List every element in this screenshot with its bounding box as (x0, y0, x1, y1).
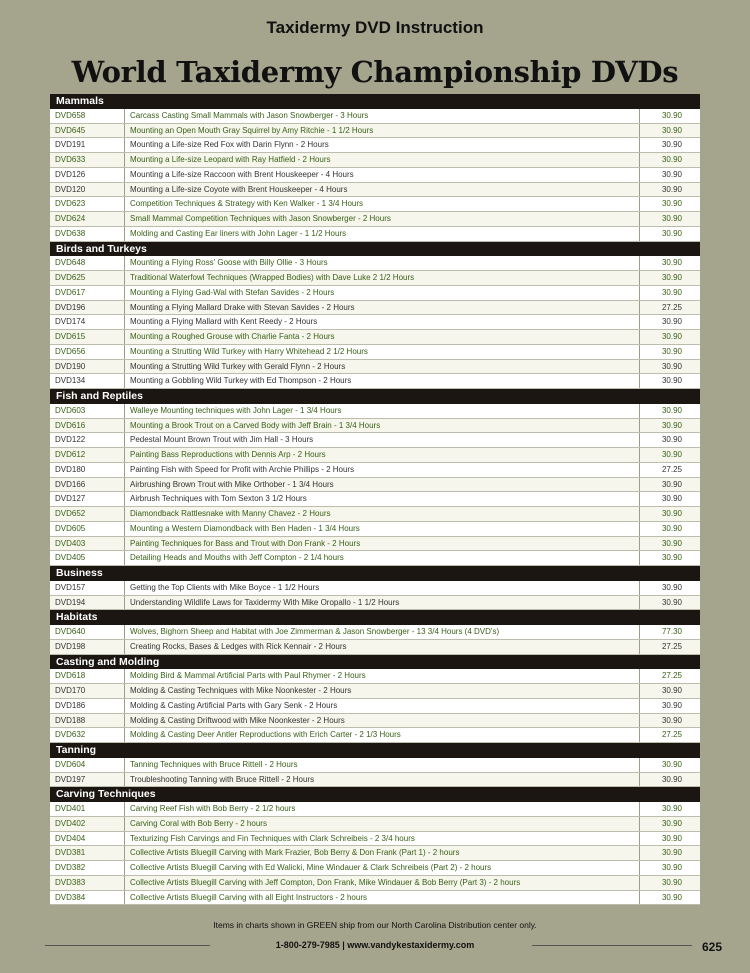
product-code: DVD381 (50, 846, 125, 860)
product-code: DVD120 (50, 183, 125, 197)
product-description: Pedestal Mount Brown Trout with Jim Hall - 3 Hours (125, 433, 640, 447)
product-price: 30.90 (661, 700, 682, 710)
product-code: DVD645 (50, 124, 125, 138)
product-price: 30.90 (661, 287, 682, 297)
product-description: Mounting a Flying Gad-Wal with Stefan Savides - 2 Hours (125, 286, 640, 300)
product-description: Creating Rocks, Bases & Ledges with Rick Kennair - 2 Hours (125, 640, 640, 654)
section-header: Casting and Molding (50, 655, 700, 670)
product-code: DVD157 (50, 581, 125, 595)
shipping-note: Items in charts shown in GREEN ship from our North Carolina Distribution center only. (213, 920, 537, 930)
product-code: DVD632 (50, 728, 125, 742)
product-description: Mounting a Life-size Red Fox with Darin Flynn - 2 Hours (125, 138, 640, 152)
product-description: Carving Reef Fish with Bob Berry - 2 1/2 hours (125, 802, 640, 816)
table-row (50, 596, 700, 611)
product-code: DVD166 (50, 478, 125, 492)
product-code: DVD603 (50, 404, 125, 418)
product-code: DVD198 (50, 640, 125, 654)
product-description: Mounting a Flying Mallard with Kent Reedy - 2 Hours (125, 315, 640, 329)
product-code: DVD633 (50, 153, 125, 167)
product-code: DVD188 (50, 714, 125, 728)
table-row (50, 138, 700, 153)
section-header: Mammals (50, 94, 700, 109)
product-price: 30.90 (661, 597, 682, 607)
product-price: 30.90 (661, 169, 682, 179)
product-code: DVD623 (50, 197, 125, 211)
table-row (50, 212, 700, 227)
table-row (50, 817, 700, 832)
product-code: DVD404 (50, 832, 125, 846)
table-row (50, 699, 700, 714)
table-row (50, 773, 700, 788)
product-code: DVD617 (50, 286, 125, 300)
product-description: Airbrush Techniques with Tom Sexton 3 1/2 Hours (125, 492, 640, 506)
table-row (50, 345, 700, 360)
table-row (50, 360, 700, 375)
product-price: 30.90 (661, 877, 682, 887)
page-title: World Taxidermy Championship DVDs (71, 55, 679, 89)
section-header: Birds and Turkeys (50, 242, 700, 257)
product-price: 30.90 (661, 863, 682, 872)
product-price: 30.90 (661, 833, 682, 843)
product-code: DVD170 (50, 684, 125, 698)
table-row (50, 714, 700, 729)
product-price: 27.25 (661, 730, 682, 740)
product-price: 30.90 (661, 125, 682, 135)
table-row (50, 802, 700, 817)
product-price: 30.90 (661, 774, 682, 784)
table-row (50, 301, 700, 316)
product-code: DVD196 (50, 301, 125, 315)
product-description: Collective Artists Bluegill Carving with Ed Walicki, Mine Windauer & Clark Schreibeis (Part 2) - 2 hours (125, 861, 640, 875)
product-description: Mounting a Life-size Coyote with Brent Houskeeper - 4 Hours (125, 183, 640, 197)
product-code: DVD405 (50, 551, 125, 565)
table-row (50, 168, 700, 183)
product-code: DVD122 (50, 433, 125, 447)
product-code: DVD382 (50, 861, 125, 875)
product-price: 30.90 (661, 332, 682, 341)
product-description: Mounting a Strutting Wild Turkey with Gerald Flynn - 2 Hours (125, 360, 640, 374)
product-price: 30.90 (661, 509, 682, 518)
product-code: DVD624 (50, 212, 125, 226)
table-row (50, 330, 700, 345)
product-description: Molding & Casting Techniques with Mike Noonkester - 2 Hours (125, 684, 640, 698)
product-price: 30.90 (661, 317, 682, 327)
product-description: Getting the Top Clients with Mike Boyce - 1 1/2 Hours (125, 581, 640, 595)
product-description: Mounting a Life-size Raccoon with Brent Houskeeper - 4 Hours (125, 168, 640, 182)
product-price: 30.90 (661, 715, 682, 725)
product-code: DVD612 (50, 448, 125, 462)
product-price: 30.90 (661, 228, 682, 238)
product-code: DVD402 (50, 817, 125, 831)
product-description: Molding Bird & Mammal Artificial Parts with Paul Rhymer - 2 Hours (125, 669, 640, 683)
table-row (50, 433, 700, 448)
product-code: DVD126 (50, 168, 125, 182)
product-code: DVD616 (50, 419, 125, 433)
table-row (50, 124, 700, 139)
product-code: DVD383 (50, 876, 125, 890)
section-header: Tanning (50, 743, 700, 758)
product-price: 30.90 (661, 155, 682, 164)
product-price: 77.30 (661, 627, 682, 636)
product-code: DVD134 (50, 374, 125, 388)
table-row (50, 551, 700, 566)
section-header: Carving Techniques (50, 787, 700, 802)
product-price: 27.25 (661, 302, 682, 312)
product-price: 30.90 (661, 450, 682, 459)
product-description: Molding and Casting Ear liners with John Lager - 1 1/2 Hours (125, 227, 640, 241)
table-row (50, 404, 700, 419)
table-row (50, 492, 700, 507)
product-description: Texturizing Fish Carvings and Fin Techniques with Clark Schreibeis - 2 3/4 hours (125, 832, 640, 846)
product-code: DVD180 (50, 463, 125, 477)
product-description: Small Mammal Competition Techniques with Jason Snowberger - 2 Hours (125, 212, 640, 226)
product-price: 30.90 (661, 804, 682, 813)
product-price: 30.90 (661, 140, 682, 150)
table-row (50, 419, 700, 434)
dvd-catalog-table (50, 94, 700, 905)
product-code: DVD625 (50, 271, 125, 285)
page-number: 625 (701, 940, 722, 954)
table-row (50, 315, 700, 330)
product-price: 30.90 (661, 892, 682, 902)
product-code: DVD656 (50, 345, 125, 359)
product-code: DVD127 (50, 492, 125, 506)
product-code: DVD638 (50, 227, 125, 241)
product-description: Mounting a Western Diamondback with Ben Haden - 1 3/4 Hours (125, 522, 640, 536)
product-code: DVD401 (50, 802, 125, 816)
table-row (50, 684, 700, 699)
product-price: 30.90 (661, 686, 682, 695)
product-description: Painting Fish with Speed for Profit with Archie Phillips - 2 Hours (125, 463, 640, 477)
table-row (50, 374, 700, 389)
product-code: DVD658 (50, 109, 125, 123)
product-description: Mounting a Life-size Leopard with Ray Hatfield - 2 Hours (125, 153, 640, 167)
footer-contact[interactable]: 1-800-279-7985 | www.vandykestaxidermy.com (275, 940, 475, 950)
table-row (50, 581, 700, 596)
product-code: DVD403 (50, 537, 125, 551)
table-row (50, 256, 700, 271)
product-price: 30.90 (661, 494, 682, 504)
product-description: Diamondback Rattlesnake with Manny Chavez - 2 Hours (125, 507, 640, 521)
product-price: 30.90 (661, 214, 682, 223)
table-row (50, 846, 700, 861)
product-description: Mounting a Brook Trout on a Carved Body with Jeff Brain - 1 3/4 Hours (125, 419, 640, 433)
product-price: 30.90 (661, 435, 682, 445)
table-row (50, 109, 700, 124)
product-description: Mounting a Flying Ross' Goose with Billy Ollie - 3 Hours (125, 256, 640, 270)
product-description: Traditional Waterfowl Techniques (Wrapped Bodies) with Dave Luke 2 1/2 Hours (125, 271, 640, 285)
product-description: Tanning Techniques with Bruce Rittell - 2 Hours (125, 758, 640, 772)
product-description: Collective Artists Bluegill Carving with Mark Frazier, Bob Berry & Don Frank (Part 1) - 2 hours (125, 846, 640, 860)
table-row (50, 861, 700, 876)
table-row (50, 669, 700, 684)
product-price: 30.90 (661, 848, 682, 858)
product-price: 30.90 (661, 376, 682, 386)
table-row (50, 891, 700, 906)
table-row (50, 537, 700, 552)
product-code: DVD186 (50, 699, 125, 713)
table-row (50, 478, 700, 493)
product-code: DVD652 (50, 507, 125, 521)
table-row (50, 286, 700, 301)
table-row (50, 876, 700, 891)
product-price: 30.90 (661, 759, 682, 769)
product-code: DVD618 (50, 669, 125, 683)
product-price: 30.90 (661, 405, 682, 415)
product-price: 30.90 (661, 582, 682, 592)
product-code: DVD174 (50, 315, 125, 329)
table-row (50, 197, 700, 212)
product-price: 30.90 (661, 184, 682, 194)
product-description: Collective Artists Bluegill Carving with Jeff Compton, Don Frank, Mike Windauer & Bob Berry (Part 3) - 2 hours (125, 876, 640, 890)
product-code: DVD190 (50, 360, 125, 374)
product-description: Painting Techniques for Bass and Trout with Don Frank - 2 Hours (125, 537, 640, 551)
product-description: Competition Techniques & Strategy with Ken Walker - 1 3/4 Hours (125, 197, 640, 211)
table-row (50, 832, 700, 847)
product-description: Wolves, Bighorn Sheep and Habitat with Joe Zimmerman & Jason Snowberger - 13 3/4 Hours (4 DVD's) (125, 625, 640, 639)
table-row (50, 153, 700, 168)
product-description: Mounting a Gobbling Wild Turkey with Ed Thompson - 2 Hours (125, 374, 640, 388)
product-description: Carcass Casting Small Mammals with Jason Snowberger - 3 Hours (125, 109, 640, 123)
product-price: 27.25 (661, 671, 682, 681)
product-code: DVD648 (50, 256, 125, 270)
product-description: Mounting a Strutting Wild Turkey with Harry Whitehead 2 1/2 Hours (125, 345, 640, 359)
product-price: 30.90 (661, 553, 682, 563)
page-subtitle: Taxidermy DVD Instruction (266, 18, 484, 37)
section-header: Habitats (50, 610, 700, 625)
product-code: DVD640 (50, 625, 125, 639)
product-price: 30.90 (661, 479, 682, 489)
section-header: Fish and Reptiles (50, 389, 700, 404)
product-description: Painting Bass Reproductions with Dennis Arp - 2 Hours (125, 448, 640, 462)
product-description: Detailing Heads and Mouths with Jeff Compton - 2 1/4 hours (125, 551, 640, 565)
product-code: DVD604 (50, 758, 125, 772)
product-description: Mounting a Roughed Grouse with Charlie Fanta - 2 Hours (125, 330, 640, 344)
table-row (50, 728, 700, 743)
section-header: Business (50, 566, 700, 581)
product-price: 30.90 (661, 420, 682, 430)
table-row (50, 640, 700, 655)
product-price: 30.90 (661, 273, 682, 282)
product-code: DVD194 (50, 596, 125, 610)
product-price: 30.90 (661, 258, 682, 268)
product-description: Molding & Casting Artificial Parts with Gary Senk - 2 Hours (125, 699, 640, 713)
table-row (50, 183, 700, 198)
product-description: Molding & Casting Driftwood with Mike Noonkester - 2 Hours (125, 714, 640, 728)
product-description: Mounting a Flying Mallard Drake with Stevan Savides - 2 Hours (125, 301, 640, 315)
product-code: DVD605 (50, 522, 125, 536)
product-price: 27.25 (661, 464, 682, 474)
product-price: 30.90 (661, 523, 682, 533)
table-row (50, 758, 700, 773)
product-description: Walleye Mounting techniques with John Lager - 1 3/4 Hours (125, 404, 640, 418)
table-row (50, 271, 700, 286)
table-row (50, 625, 700, 640)
product-description: Troubleshooting Tanning with Bruce Rittell - 2 Hours (125, 773, 640, 787)
product-description: Collective Artists Bluegill Carving with all Eight Instructors - 2 hours (125, 891, 640, 905)
product-price: 30.90 (661, 818, 682, 828)
table-row (50, 463, 700, 478)
table-row (50, 448, 700, 463)
table-row (50, 507, 700, 522)
product-price: 30.90 (661, 199, 682, 209)
product-description: Molding & Casting Deer Antler Reproductions with Erich Carter - 2 1/3 Hours (125, 728, 640, 742)
product-description: Carving Coral with Bob Berry - 2 hours (125, 817, 640, 831)
product-price: 30.90 (661, 361, 682, 371)
product-price: 30.90 (661, 538, 682, 548)
product-description: Airbrushing Brown Trout with Mike Orthober - 1 3/4 Hours (125, 478, 640, 492)
product-price: 27.25 (661, 641, 682, 651)
product-price: 30.90 (661, 346, 682, 356)
product-code: DVD615 (50, 330, 125, 344)
product-code: DVD384 (50, 891, 125, 905)
table-row (50, 522, 700, 537)
product-description: Mounting an Open Mouth Gray Squirrel by Amy Ritchie - 1 1/2 Hours (125, 124, 640, 138)
product-code: DVD197 (50, 773, 125, 787)
product-price: 30.90 (661, 110, 682, 120)
product-code: DVD191 (50, 138, 125, 152)
table-row (50, 227, 700, 242)
product-description: Understanding Wildlife Laws for Taxidermy With Mike Oropallo - 1 1/2 Hours (125, 596, 640, 610)
